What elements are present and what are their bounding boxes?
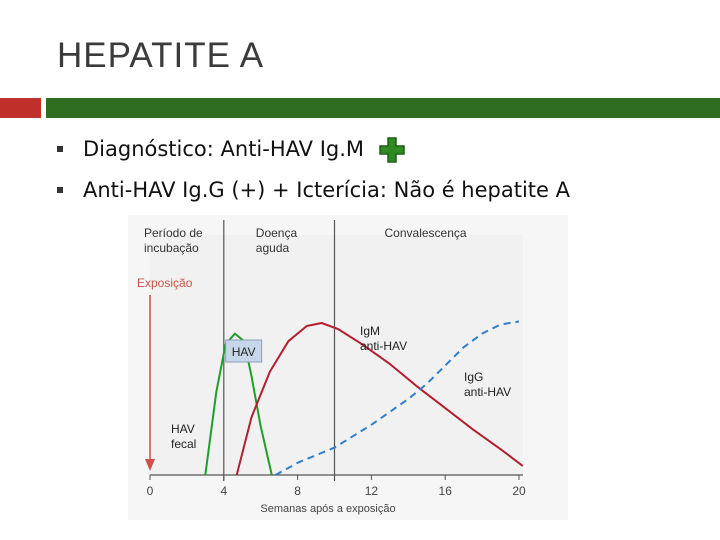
- phase-label-0: Período de: [144, 226, 203, 240]
- plot-area: [150, 235, 523, 475]
- x-tick-label: 0: [146, 484, 154, 498]
- bullet-text: Diagnóstico: Anti-HAV Ig.M: [83, 137, 365, 161]
- phase-label-1: aguda: [255, 241, 290, 255]
- phase-label-0: incubação: [144, 241, 199, 255]
- series-label-igm: anti-HAV: [360, 339, 408, 353]
- bullet-item-igg: [57, 175, 570, 205]
- x-tick-label: 4: [220, 484, 228, 498]
- series-label-hav-fecal: HAV: [171, 422, 195, 436]
- page-title: HEPATITE A: [57, 36, 265, 75]
- phase-label-1: Doença: [255, 226, 298, 240]
- bullet-text: Anti-HAV Ig.G (+) + Icterícia: Não é hepatite A: [83, 178, 570, 202]
- phase-label-2: Convalescença: [384, 226, 467, 240]
- series-label-igm: IgM: [360, 324, 381, 338]
- x-tick-label: 16: [438, 484, 452, 498]
- bullet-item-diagnosis: [57, 134, 406, 164]
- square-bullet-icon: [57, 146, 63, 152]
- hepatitis-a-timeline-chart: [128, 215, 568, 524]
- exposure-label: Exposição: [137, 276, 193, 290]
- x-tick-label: 12: [364, 484, 379, 498]
- series-label-igg: IgG: [464, 370, 484, 384]
- square-bullet-icon: [57, 187, 63, 193]
- series-label-hav: HAV: [231, 345, 256, 359]
- accent-bar-red: [0, 98, 41, 118]
- series-label-igg: anti-HAV: [464, 385, 512, 399]
- accent-bar-green: [46, 98, 720, 118]
- x-tick-label: 8: [294, 484, 301, 498]
- x-tick-label: 20: [512, 484, 526, 498]
- green-plus-icon: [378, 136, 406, 164]
- x-axis-title: Semanas após a exposição: [260, 503, 396, 515]
- series-label-hav-fecal: fecal: [171, 437, 197, 451]
